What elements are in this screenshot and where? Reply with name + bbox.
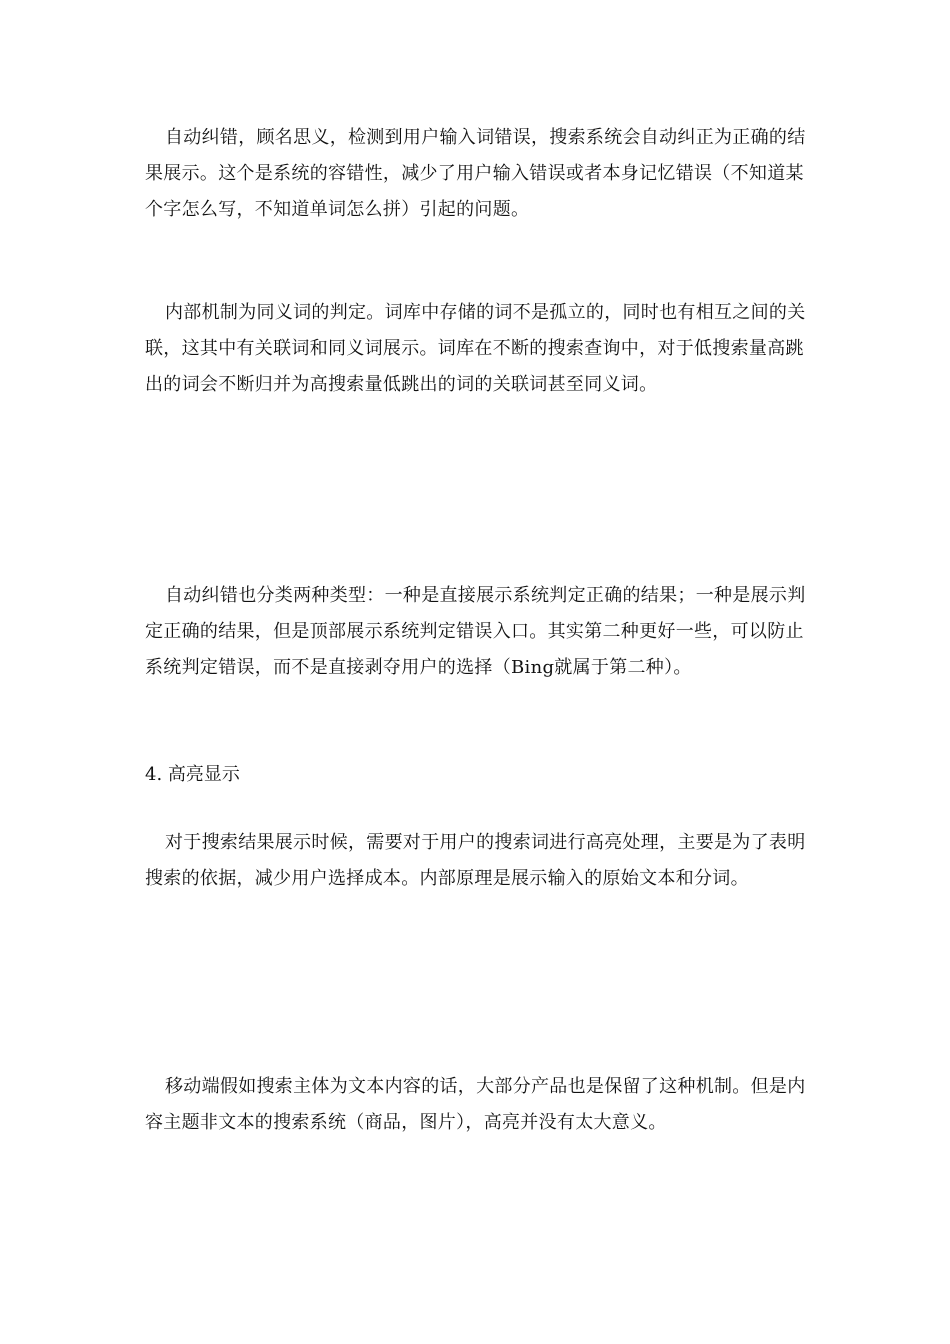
paragraph-auto-correct-types: 自动纠错也分类两种类型：一种是直接展示系统判定正确的结果；一种是展示判定正确的结果，但是顶部展示系统判定错误入口。其实第二种更好一些，可以防止系统判定错误，而不是直接剥夺用户的选择（Bing就属于第二种）。	[145, 585, 806, 678]
section-heading-highlight: 4. 高亮显示	[145, 764, 240, 785]
paragraph-highlight-mobile: 移动端假如搜索主体为文本内容的话，大部分产品也是保留了这种机制。但是内容主题非文本的搜索系统（商品，图片），高亮并没有太大意义。	[145, 1076, 806, 1133]
paragraph-highlight-purpose: 对于搜索结果展示时候，需要对于用户的搜索词进行高亮处理，主要是为了表明搜索的依据，减少用户选择成本。内部原理是展示输入的原始文本和分词。	[145, 832, 806, 889]
paragraph-synonym-mechanism: 内部机制为同义词的判定。词库中存储的词不是孤立的，同时也有相互之间的关联，这其中有关联词和同义词展示。词库在不断的搜索查询中，对于低搜索量高跳出的词会不断归并为高搜索量低跳出的词的关联词甚至同义词。	[145, 302, 806, 395]
paragraph-auto-correct: 自动纠错，顾名思义，检测到用户输入词错误，搜索系统会自动纠正为正确的结果展示。这个是系统的容错性，减少了用户输入错误或者本身记忆错误（不知道某个字怎么写，不知道单词怎么拼）引起的问题。	[145, 127, 806, 220]
